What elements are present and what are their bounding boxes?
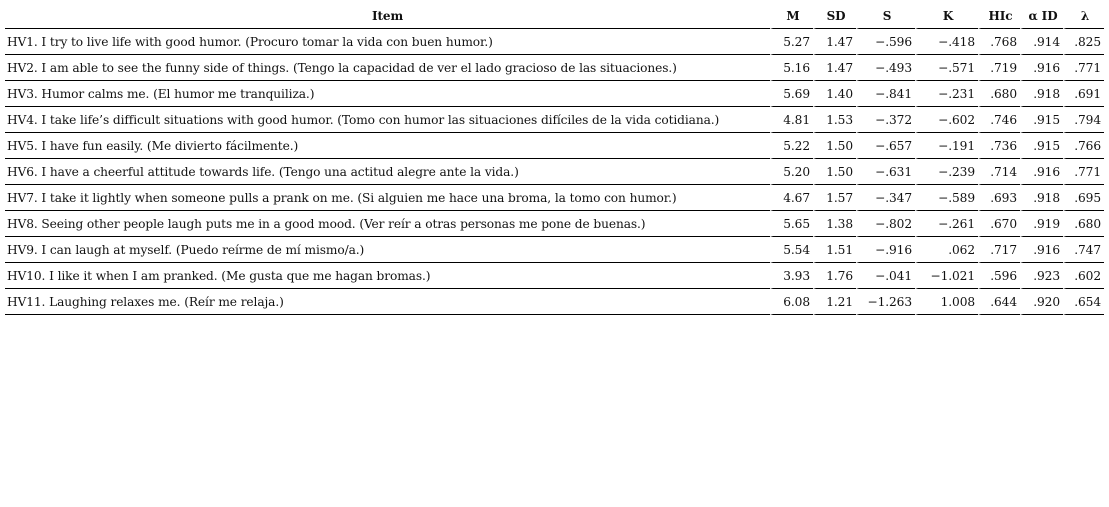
cell-kurtosis: −.602 xyxy=(915,107,978,133)
cell-item: HV9. I can laugh at myself. (Puedo reírme de mí mismo/a.) xyxy=(5,237,770,263)
humor-scale-table xyxy=(5,4,1104,315)
cell-kurtosis: −.239 xyxy=(915,159,978,185)
table-row xyxy=(5,237,1104,263)
cell-sd: 1.53 xyxy=(813,107,856,133)
cell-lambda: .771 xyxy=(1063,159,1104,185)
header-skewness: S xyxy=(856,4,915,29)
cell-hic: .746 xyxy=(978,107,1020,133)
cell-mean: 4.81 xyxy=(770,107,813,133)
cell-lambda: .680 xyxy=(1063,211,1104,237)
cell-item: HV4. I take life’s difficult situations with good humor. (Tomo con humor las situaciones difíciles de la vida cotidiana.) xyxy=(5,107,770,133)
table-row xyxy=(5,55,1104,81)
cell-lambda: .695 xyxy=(1063,185,1104,211)
cell-kurtosis: −.589 xyxy=(915,185,978,211)
cell-sd: 1.21 xyxy=(813,289,856,315)
cell-kurtosis: .062 xyxy=(915,237,978,263)
cell-kurtosis: −1.021 xyxy=(915,263,978,289)
cell-hic: .680 xyxy=(978,81,1020,107)
cell-alpha-id: .918 xyxy=(1020,185,1063,211)
cell-kurtosis: −.261 xyxy=(915,211,978,237)
cell-sd: 1.51 xyxy=(813,237,856,263)
cell-kurtosis: −.191 xyxy=(915,133,978,159)
cell-hic: .736 xyxy=(978,133,1020,159)
cell-alpha-id: .918 xyxy=(1020,81,1063,107)
cell-alpha-id: .916 xyxy=(1020,55,1063,81)
cell-skewness: −.493 xyxy=(856,55,915,81)
cell-item: HV7. I take it lightly when someone pulls a prank on me. (Si alguien me hace una broma, la tomo con humor.) xyxy=(5,185,770,211)
cell-hic: .693 xyxy=(978,185,1020,211)
cell-sd: 1.50 xyxy=(813,159,856,185)
cell-hic: .670 xyxy=(978,211,1020,237)
cell-sd: 1.76 xyxy=(813,263,856,289)
cell-kurtosis: −.571 xyxy=(915,55,978,81)
cell-item: HV1. I try to live life with good humor. (Procuro tomar la vida con buen humor.) xyxy=(5,29,770,55)
cell-alpha-id: .915 xyxy=(1020,133,1063,159)
cell-alpha-id: .919 xyxy=(1020,211,1063,237)
table-row xyxy=(5,159,1104,185)
cell-kurtosis: 1.008 xyxy=(915,289,978,315)
table-row xyxy=(5,81,1104,107)
cell-mean: 5.27 xyxy=(770,29,813,55)
header-item: Item xyxy=(5,4,770,29)
cell-mean: 5.20 xyxy=(770,159,813,185)
cell-lambda: .766 xyxy=(1063,133,1104,159)
cell-item: HV5. I have fun easily. (Me divierto fácilmente.) xyxy=(5,133,770,159)
cell-item: HV11. Laughing relaxes me. (Reír me relaja.) xyxy=(5,289,770,315)
header-mean: M xyxy=(770,4,813,29)
header-lambda: λ xyxy=(1063,4,1104,29)
cell-lambda: .602 xyxy=(1063,263,1104,289)
cell-skewness: −1.263 xyxy=(856,289,915,315)
cell-item: HV6. I have a cheerful attitude towards life. (Tengo una actitud alegre ante la vida.) xyxy=(5,159,770,185)
cell-mean: 6.08 xyxy=(770,289,813,315)
cell-skewness: −.802 xyxy=(856,211,915,237)
cell-kurtosis: −.418 xyxy=(915,29,978,55)
table-row xyxy=(5,263,1104,289)
cell-mean: 5.22 xyxy=(770,133,813,159)
cell-sd: 1.50 xyxy=(813,133,856,159)
cell-skewness: −.631 xyxy=(856,159,915,185)
cell-mean: 5.65 xyxy=(770,211,813,237)
cell-mean: 5.16 xyxy=(770,55,813,81)
cell-sd: 1.47 xyxy=(813,55,856,81)
cell-alpha-id: .920 xyxy=(1020,289,1063,315)
cell-lambda: .691 xyxy=(1063,81,1104,107)
cell-lambda: .825 xyxy=(1063,29,1104,55)
cell-lambda: .771 xyxy=(1063,55,1104,81)
table-header-row xyxy=(5,4,1104,29)
cell-sd: 1.47 xyxy=(813,29,856,55)
cell-alpha-id: .914 xyxy=(1020,29,1063,55)
cell-mean: 3.93 xyxy=(770,263,813,289)
cell-skewness: −.372 xyxy=(856,107,915,133)
table-row xyxy=(5,29,1104,55)
cell-kurtosis: −.231 xyxy=(915,81,978,107)
cell-sd: 1.40 xyxy=(813,81,856,107)
cell-hic: .596 xyxy=(978,263,1020,289)
cell-alpha-id: .915 xyxy=(1020,107,1063,133)
table-row xyxy=(5,107,1104,133)
cell-skewness: −.916 xyxy=(856,237,915,263)
header-sd: SD xyxy=(813,4,856,29)
cell-hic: .714 xyxy=(978,159,1020,185)
cell-lambda: .794 xyxy=(1063,107,1104,133)
cell-mean: 5.69 xyxy=(770,81,813,107)
cell-mean: 4.67 xyxy=(770,185,813,211)
cell-skewness: −.657 xyxy=(856,133,915,159)
cell-hic: .768 xyxy=(978,29,1020,55)
cell-skewness: −.041 xyxy=(856,263,915,289)
table-row xyxy=(5,289,1104,315)
cell-skewness: −.841 xyxy=(856,81,915,107)
cell-sd: 1.57 xyxy=(813,185,856,211)
table-row xyxy=(5,133,1104,159)
table-row xyxy=(5,211,1104,237)
cell-hic: .719 xyxy=(978,55,1020,81)
cell-item: HV3. Humor calms me. (El humor me tranquiliza.) xyxy=(5,81,770,107)
cell-hic: .717 xyxy=(978,237,1020,263)
header-kurtosis: K xyxy=(915,4,978,29)
table-row xyxy=(5,185,1104,211)
cell-alpha-id: .916 xyxy=(1020,237,1063,263)
cell-alpha-id: .923 xyxy=(1020,263,1063,289)
cell-lambda: .747 xyxy=(1063,237,1104,263)
cell-hic: .644 xyxy=(978,289,1020,315)
cell-sd: 1.38 xyxy=(813,211,856,237)
cell-skewness: −.347 xyxy=(856,185,915,211)
header-hic: HIc xyxy=(978,4,1020,29)
cell-item: HV10. I like it when I am pranked. (Me gusta que me hagan bromas.) xyxy=(5,263,770,289)
cell-item: HV8. Seeing other people laugh puts me in a good mood. (Ver reír a otras personas me pone de buenas.) xyxy=(5,211,770,237)
cell-item: HV2. I am able to see the funny side of things. (Tengo la capacidad de ver el lado gracioso de las situaciones.) xyxy=(5,55,770,81)
cell-skewness: −.596 xyxy=(856,29,915,55)
cell-alpha-id: .916 xyxy=(1020,159,1063,185)
cell-lambda: .654 xyxy=(1063,289,1104,315)
table-body xyxy=(5,29,1104,315)
header-alpha-id: α ID xyxy=(1020,4,1063,29)
cell-mean: 5.54 xyxy=(770,237,813,263)
